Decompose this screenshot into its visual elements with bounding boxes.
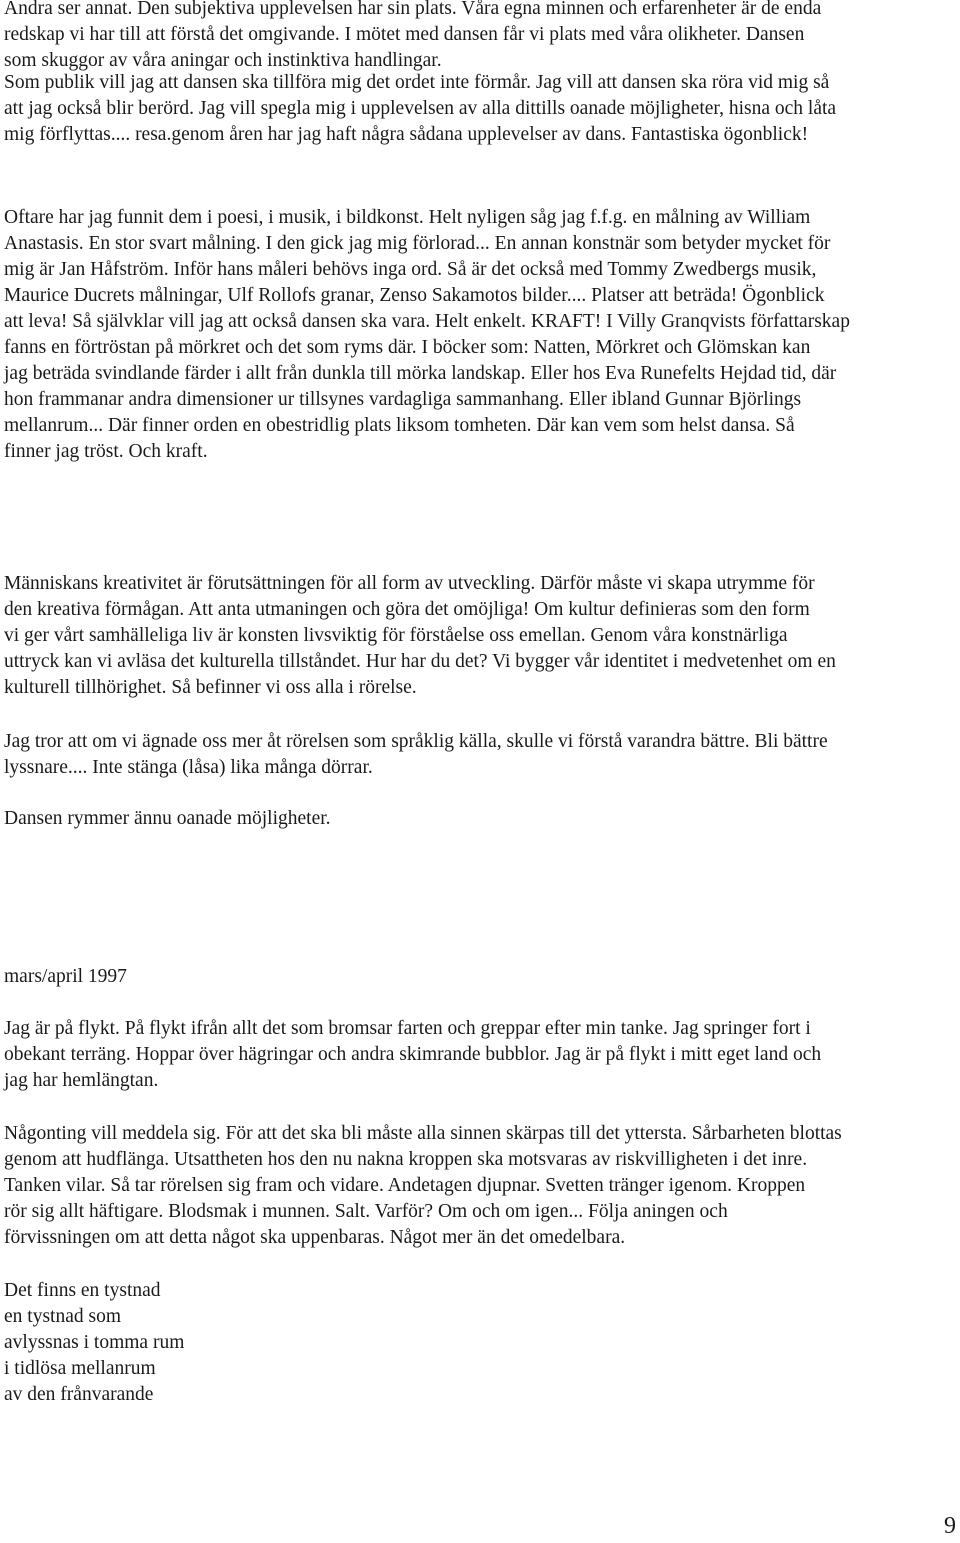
text-line: mars/april 1997 — [4, 966, 127, 987]
text-line: jag har hemlängtan. — [4, 1070, 159, 1091]
paragraph — [4, 729, 958, 781]
text-line: den kreativa förmågan. Att anta utmaningen och göra det omöjliga! Om kultur definieras som den form — [4, 599, 810, 620]
paragraph — [4, 70, 958, 148]
text-line: som skuggor av våra aningar och instinktiva handlingar. — [4, 50, 442, 71]
text-line: Dansen rymmer ännu oanade möjligheter. — [4, 808, 331, 829]
text-line: rör sig allt häftigare. Blodsmak i munnen. Salt. Varför? Om och om igen... Följa aningen och — [4, 1201, 728, 1222]
text-line: mig är Jan Håfström. Inför hans måleri behövs inga ord. Så är det också med Tommy Zwedbergs musik, — [4, 259, 817, 280]
text-line: uttryck kan vi avläsa det kulturella tillståndet. Hur har du det? Vi bygger vår identitet i medvetenhet om en — [4, 651, 836, 672]
text-line: Tanken vilar. Så tar rörelsen sig fram och vidare. Andetagen djupnar. Svetten tränger igenom. Kroppen — [4, 1175, 806, 1196]
text-line: jag beträda svindlande färder i allt från dunkla till mörka landskap. Eller hos Eva Runefelts Hejdad tid, där — [4, 363, 837, 384]
text-line: fanns en förtröstan på mörkret och det som ryms där. I böcker som: Natten, Mörkret och Glömskan kan — [4, 337, 811, 358]
text-line: genom att hudflänga. Utsattheten hos den nu nakna kroppen ska motsvaras av riskvilligheten i det inre. — [4, 1149, 808, 1170]
text-line: kulturell tillhörighet. Så befinner vi oss alla i rörelse. — [4, 677, 417, 698]
page-number: 9 — [944, 1513, 956, 1539]
date-heading — [4, 964, 958, 990]
text-line: lyssnare.... Inte stänga (låsa) lika många dörrar. — [4, 757, 373, 778]
paragraph — [4, 1016, 958, 1094]
text-line: mig förflyttas.... resa.genom åren har jag haft några sådana upplevelser av dans. Fantastiska ögonblick! — [4, 124, 809, 145]
text-line: av den frånvarande — [4, 1384, 154, 1405]
text-line: Andra ser annat. Den subjektiva upplevelsen har sin plats. Våra egna minnen och erfarenheter är de enda — [4, 0, 822, 19]
text-line: Oftare har jag funnit dem i poesi, i musik, i bildkonst. Helt nyligen såg jag f.f.g. en målning av William — [4, 207, 811, 228]
text-line: Anastasis. En stor svart målning. I den gick jag mig förlorad... En annan konstnär som betyder mycket för — [4, 233, 831, 254]
text-line: att jag också blir berörd. Jag vill spegla mig i upplevelsen av alla dittills oanade möjligheter, hisna och låta — [4, 98, 837, 119]
text-line: hon frammanar andra dimensioner ur tillsynes vardagliga sammanhang. Eller ibland Gunnar Björlings — [4, 389, 802, 410]
text-line: Jag är på flykt. På flykt ifrån allt det som bromsar farten och greppar efter min tanke. Jag springer fort i — [4, 1018, 811, 1039]
text-line: vi ger vårt samhälleliga liv är konsten livsviktig för förståelse oss emellan. Genom våra konstnärliga — [4, 625, 788, 646]
text-line: avlyssnas i tomma rum — [4, 1332, 185, 1353]
paragraph — [4, 806, 958, 832]
text-line: Jag tror att om vi ägnade oss mer åt rörelsen som språklig källa, skulle vi förstå varandra bättre. Bli bättre — [4, 731, 828, 752]
paragraph — [4, 1121, 958, 1251]
text-line: Det finns en tystnad — [4, 1280, 161, 1301]
paragraph — [4, 205, 958, 465]
text-line: mellanrum... Där finner orden en obestridlig plats liksom tomheten. Där kan vem som helst dansa. Så — [4, 415, 795, 436]
text-line: i tidlösa mellanrum — [4, 1358, 156, 1379]
text-line: obekant terräng. Hoppar över hägringar och andra skimrande bubblor. Jag är på flykt i mitt eget land och — [4, 1044, 822, 1065]
text-line: redskap vi har till att förstå det omgivande. I mötet med dansen får vi plats med våra olikheter. Dansen — [4, 24, 805, 45]
text-line: finner jag tröst. Och kraft. — [4, 441, 208, 462]
text-line: Någonting vill meddela sig. För att det ska bli måste alla sinnen skärpas till det yttersta. Sårbarheten blottas — [4, 1123, 842, 1144]
paragraph — [4, 571, 958, 701]
text-line: Som publik vill jag att dansen ska tillföra mig det ordet inte förmår. Jag vill att dansen ska röra vid mig så — [4, 72, 830, 93]
paragraph — [4, 0, 958, 74]
text-line: förvissningen om att detta något ska uppenbaras. Något mer än det omedelbara. — [4, 1227, 626, 1248]
poem — [4, 1278, 958, 1408]
text-line: Maurice Ducrets målningar, Ulf Rollofs granar, Zenso Sakamotos bilder.... Platser att beträda! Ögonblick — [4, 285, 825, 306]
text-line: att leva! Så självklar vill jag att också dansen ska vara. Helt enkelt. KRAFT! I Villy Granqvists författarskap — [4, 311, 850, 332]
text-line: Människans kreativitet är förutsättningen för all form av utveckling. Därför måste vi skapa utrymme för — [4, 573, 815, 594]
text-line: en tystnad som — [4, 1306, 121, 1327]
